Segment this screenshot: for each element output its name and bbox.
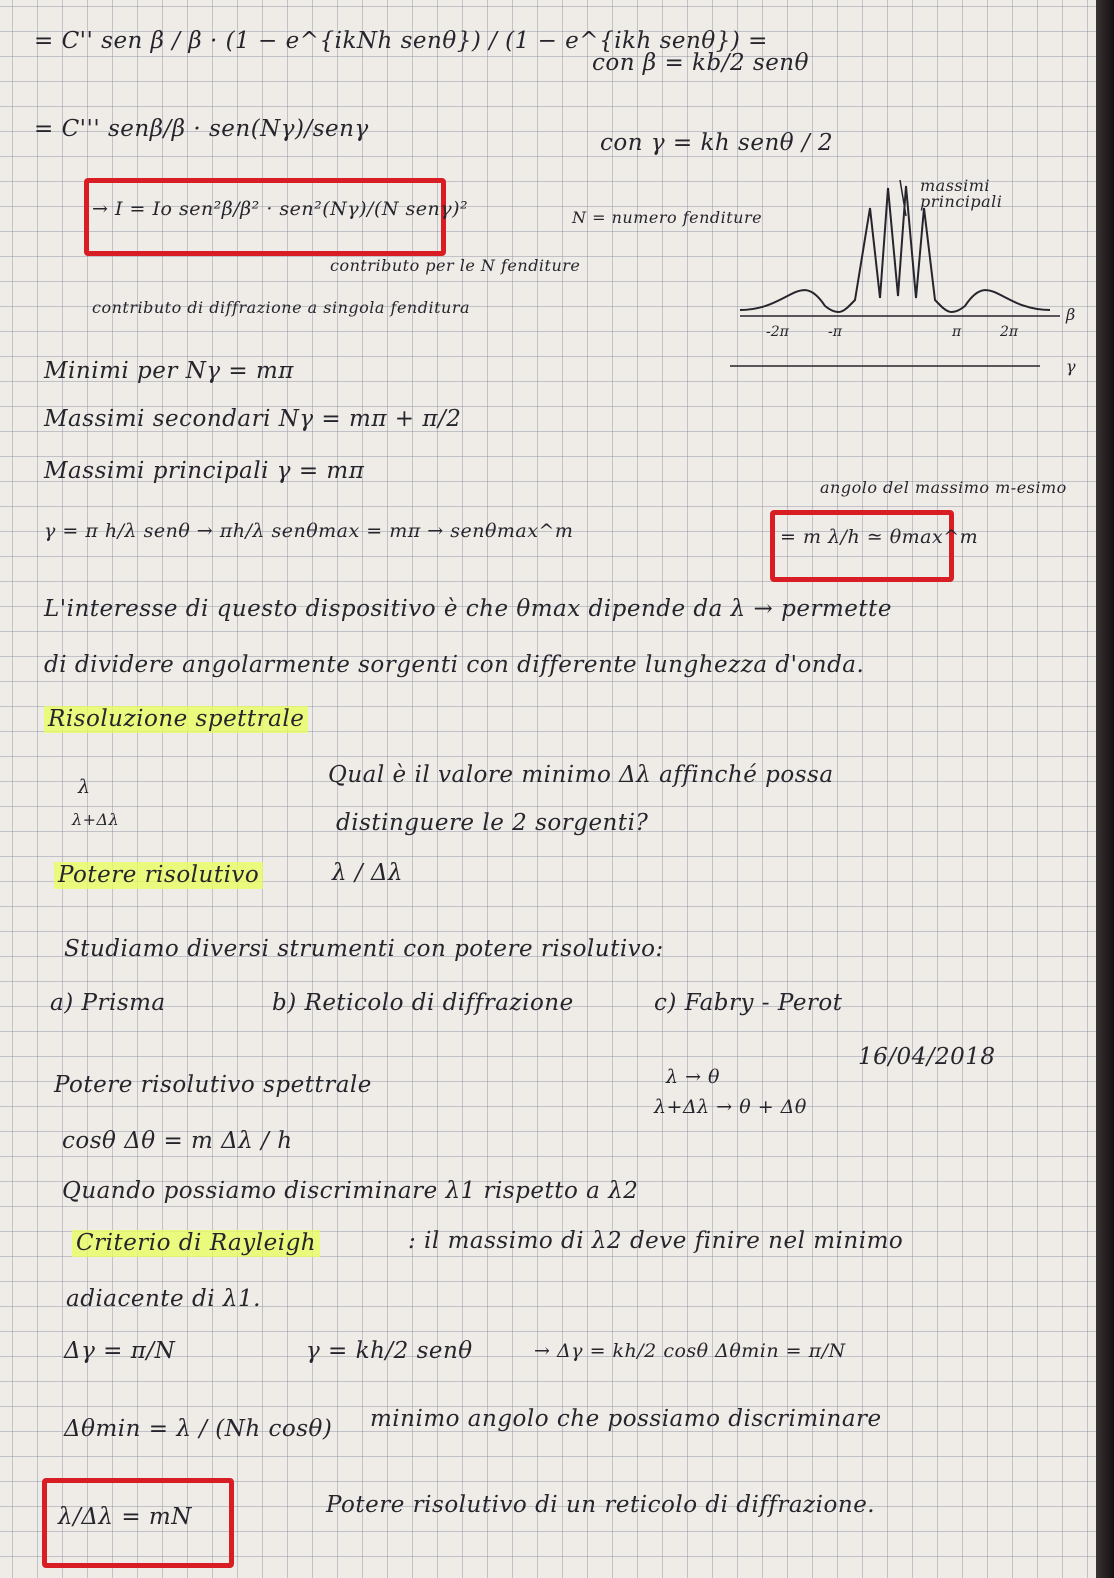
lambda-label: λ	[78, 776, 91, 798]
date: 16/04/2018	[858, 1044, 996, 1070]
slit-contribution: contributo per le N fenditure	[330, 256, 581, 275]
rayleigh-heading: Criterio di Rayleigh	[72, 1230, 320, 1257]
delta-theta-min: Δθmin = λ / (Nh cosθ)	[64, 1416, 333, 1442]
mapping-line-2: λ+Δλ → θ + Δθ	[654, 1096, 807, 1118]
lambda-plus-delta-label: λ+Δλ	[72, 810, 120, 829]
resolving-power-fraction: λ / Δλ	[332, 860, 404, 886]
secondary-maxima-line: Massimi secondari Nγ = mπ + π/2	[44, 406, 462, 432]
list-item-b: b) Reticolo di diffrazione	[272, 990, 574, 1016]
formula-line-1: = C'' sen β / β · (1 − e^{ikNh senθ}) / (1 − e^{ikh senθ}) =	[34, 28, 768, 54]
delta-gamma: Δγ = π/N	[64, 1338, 176, 1364]
list-item-a: a) Prisma	[50, 990, 166, 1016]
mapping-line-1: λ → θ	[666, 1066, 720, 1088]
graph-label-main: massimi principali	[920, 176, 1003, 211]
axis-label-beta: β	[1066, 305, 1076, 324]
spectral-resolution-heading: Risoluzione spettrale	[44, 706, 308, 733]
resolving-power-heading: Potere risolutivo	[54, 862, 263, 889]
axis-label-gamma: γ	[1066, 357, 1076, 376]
question-line-1: Qual è il valore minimo Δλ affinché possa	[328, 762, 834, 788]
gamma-expression: γ = π h/λ senθ → πh/λ senθmax = mπ → senθmax^m	[44, 520, 574, 542]
cos-equation: cosθ Δθ = m Δλ / h	[62, 1128, 293, 1154]
discriminate-line: Quando possiamo discriminare λ1 rispetto a λ2	[62, 1178, 639, 1204]
minima-line: Minimi per Nγ = mπ	[44, 358, 294, 384]
rayleigh-text-1: : il massimo di λ2 deve finire nel minimo	[408, 1228, 904, 1254]
n-definition: N = numero fenditure	[572, 208, 763, 227]
question-line-2: distinguere le 2 sorgenti?	[336, 810, 649, 836]
tick-label-minus-pi: -π	[828, 324, 842, 340]
tick-label-2pi: 2π	[1000, 324, 1019, 340]
tick-label-pi: π	[952, 324, 962, 340]
interest-line-2: di dividere angolarmente sorgenti con differente lunghezza d'onda.	[44, 652, 865, 678]
gamma-condition: con γ = kh senθ / 2	[600, 130, 834, 156]
notebook-edge	[1096, 0, 1114, 1578]
intensity-formula: → I = Io sen²β/β² · sen²(Nγ)/(N senγ)²	[92, 198, 469, 220]
beta-condition: con β = kb/2 senθ	[592, 50, 809, 76]
tick-label-minus-2pi: -2π	[766, 324, 789, 340]
formula-line-2: = C''' senβ/β · sen(Nγ)/senγ	[34, 116, 369, 142]
delta-theta-min-text: minimo angolo che possiamo discriminare	[370, 1406, 882, 1432]
theta-max-formula: = m λ/h ≃ θmax^m	[780, 526, 979, 548]
principal-maxima-line: Massimi principali γ = mπ	[44, 458, 365, 484]
rayleigh-text-2: adiacente di λ1.	[66, 1286, 261, 1312]
single-slit-contribution: contributo di diffrazione a singola fenditura	[92, 298, 471, 317]
list-item-c: c) Fabry - Perot	[654, 990, 843, 1016]
angle-note: angolo del massimo m-esimo	[820, 478, 1067, 497]
studiamo-line: Studiamo diversi strumenti con potere risolutivo:	[64, 936, 664, 962]
gamma-definition: γ = kh/2 senθ	[306, 1338, 473, 1364]
final-result-text: Potere risolutivo di un reticolo di diffrazione.	[326, 1492, 876, 1518]
delta-gamma-expansion: → Δγ = kh/2 cosθ Δθmin = π/N	[534, 1340, 846, 1362]
interest-line-1: L'interesse di questo dispositivo è che θmax dipende da λ → permette	[44, 596, 892, 622]
final-result-formula: λ/Δλ = mN	[58, 1504, 192, 1530]
spectral-power-line: Potere risolutivo spettrale	[54, 1072, 372, 1098]
